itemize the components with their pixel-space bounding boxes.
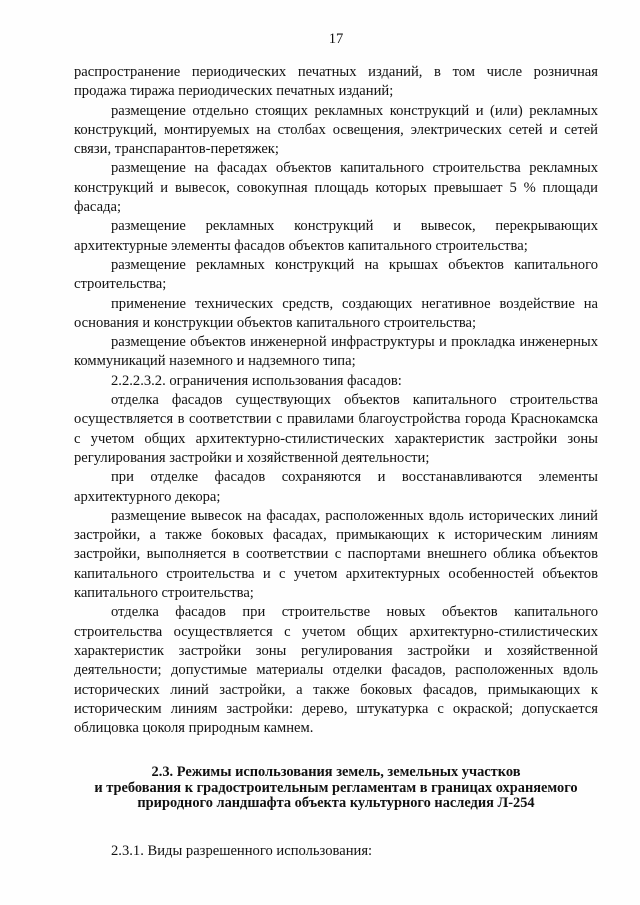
paragraph: размещение рекламных конструкций на крышах объектов капитального строительства;	[74, 256, 598, 293]
paragraph: размещение объектов инженерной инфраструктуры и прокладка инженерных коммуникаций наземного и надземного типа;	[74, 334, 598, 370]
section-heading	[74, 765, 598, 812]
paragraph: размещение вывесок на фасадах, расположенных вдоль исторических линий застройки, а также боковых фасадах, примыкающих к историческим линиям застройки, выполняется в соответствии с паспортами внешнего облика объектов капитального строительства и с учетом архитектурных особенностей объектов капитального строительства;	[74, 507, 598, 602]
section-heading-line: 2.3. Режимы использования земель, земельных участков	[151, 764, 521, 781]
paragraph: размещение рекламных конструкций и вывесок, перекрывающих архитектурные элементы фасадов объектов капитального строительства;	[74, 218, 598, 254]
clause-heading: 2.2.2.3.2. ограничения использования фасадов:	[111, 372, 402, 389]
paragraph: при отделке фасадов сохраняются и восстанавливаются элементы архитектурного декора;	[74, 469, 598, 505]
document-body	[74, 63, 598, 738]
paragraph: распространение периодических печатных изданий, в том числе розничная продажа тиража периодических печатных изданий;	[74, 64, 598, 100]
paragraph: размещение отдельно стоящих рекламных конструкций и (или) рекламных конструкций, монтируемых на столбах освещения, электрических сетей и сетей связи, транспарантов-перетяжек;	[74, 102, 598, 158]
paragraph: отделка фасадов при строительстве новых объектов капитального строительства осуществляется с учетом общих архитектурно-стилистических характеристик застройки зоны регулирования застройки и хозяйственной деятельности; допустимые материалы отделки фасадов, расположенных вдоль исторических линий застройки, а также боковых фасадов, примыкающих к историческим линиям застройки: дерево, штукатурка с окраской; допускается облицовка цоколя природным камнем.	[74, 604, 598, 737]
paragraph: применение технических средств, создающих негативное воздействие на основания и конструкции объектов капитального строительства;	[74, 295, 598, 331]
paragraph: размещение на фасадах объектов капитального строительства рекламных конструкций и вывесок, совокупная площадь которых превышает 5 % площади фасада;	[74, 160, 598, 216]
section-heading-line: и требования к градостроительным регламентам в границах охраняемого	[94, 779, 578, 796]
paragraph: отделка фасадов существующих объектов капитального строительства осуществляется в соответствии с правилами благоустройства города Краснокамска с учетом общих архитектурно-стилистических характеристик застройки зоны регулирования застройки и хозяйственной деятельности;	[74, 392, 598, 466]
subsection-title: 2.3.1. Виды разрешенного использования:	[111, 842, 373, 859]
section-heading-line: природного ландшафта объекта культурного наследия Л-254	[137, 795, 535, 812]
page-number: 17	[328, 31, 344, 47]
